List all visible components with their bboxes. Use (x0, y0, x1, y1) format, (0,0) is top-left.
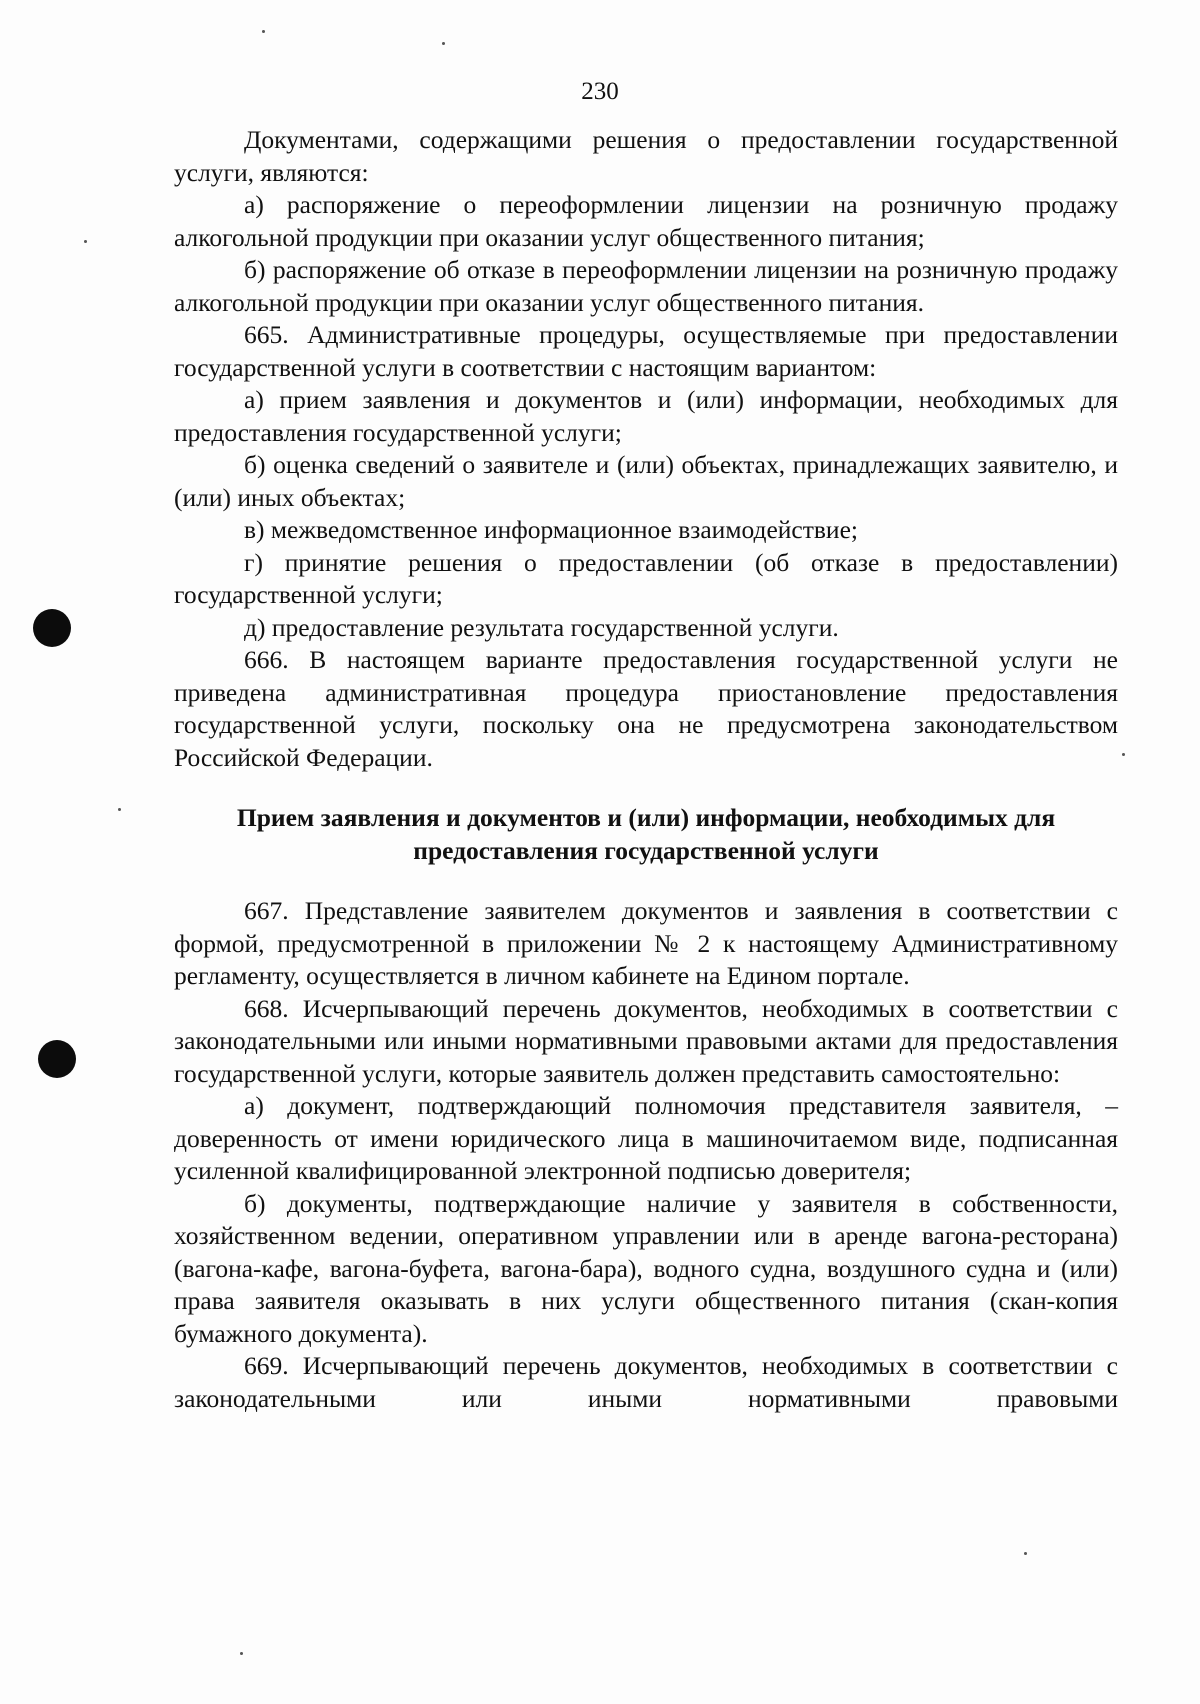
paragraph: в) межведомственное информационное взаимодействие; (244, 515, 858, 544)
section-heading (174, 802, 1118, 867)
paragraph: 669. Исчерпывающий перечень документов, необходимых в соответствии с законодательными или иными нормативными правовыми (174, 1351, 1118, 1413)
punch-hole-mark (33, 609, 71, 647)
scan-speck (84, 240, 87, 243)
scan-speck (1024, 1552, 1027, 1555)
paragraph: д) предоставление результата государственной услуги. (244, 612, 839, 642)
paragraph: 668. Исчерпывающий перечень документов, необходимых в соответствии с законодательными или иными нормативными правовыми актами для предоставления государственной услуги, которые заявитель должен представить самостоятельно: (174, 993, 1118, 1088)
scan-speck (1122, 753, 1125, 756)
scan-speck (442, 42, 445, 45)
scan-speck (118, 808, 121, 811)
paragraph: 667. Представление заявителем документов и заявления в соответствии с формой, предусмотренной в приложении № 2 к настоящему Административному регламенту, осуществляется в личном кабинете на Едином портале. (174, 896, 1118, 990)
section-heading-line-1: Прием заявления и документов и (или) информации, необходимых для (236, 803, 1056, 832)
paragraph: а) документ, подтверждающий полномочия представителя заявителя, – доверенность от имени юридического лица в машиночитаемом виде, подписанная усиленной квалифицированной электронной подписью доверителя; (174, 1091, 1118, 1185)
paragraph: б) оценка сведений о заявителе и (или) объектах, принадлежащих заявителю, и (или) иных объектах; (174, 450, 1118, 512)
paragraph: Документами, содержащими решения о предоставлении государственной услуги, являются: (174, 125, 1118, 187)
paragraph: а) прием заявления и документов и (или) информации, необходимых для предоставления государственной услуги; (174, 385, 1118, 447)
section-heading-line-2: предоставления государственной услуги (413, 835, 879, 865)
scan-speck (262, 30, 265, 33)
page-number: 230 (581, 78, 619, 105)
paragraph: 665. Административные процедуры, осуществляемые при предоставлении государственной услуги в соответствии с настоящим вариантом: (174, 320, 1118, 382)
paragraph: 666. В настоящем варианте предоставления государственной услуги не приведена административная процедура приостановление предоставления государственной услуги, поскольку она не предусмотрена законодательством Российской Федерации. (174, 645, 1118, 772)
paragraph: б) документы, подтверждающие наличие у заявителя в собственности, хозяйственном ведении, оперативном управлении или в аренде вагона-ресторана) (вагона-кафе, вагона-буфета, вагона-бара), водного судна, воздушного судна и (или) права заявителя оказывать в них услуги общественного питания (скан-копия бумажного документа). (174, 1188, 1118, 1348)
paragraph: б) распоряжение об отказе в переоформлении лицензии на розничную продажу алкогольной продукции при оказании услуг общественного питания. (174, 255, 1118, 317)
document-body (174, 124, 1118, 1415)
punch-hole-mark (38, 1040, 76, 1078)
scan-speck (240, 1652, 243, 1655)
paragraph: а) распоряжение о переоформлении лицензии на розничную продажу алкогольной продукции при оказании услуг общественного питания; (174, 190, 1118, 252)
paragraph: г) принятие решения о предоставлении (об отказе в предоставлении) государственной услуги; (174, 547, 1118, 609)
